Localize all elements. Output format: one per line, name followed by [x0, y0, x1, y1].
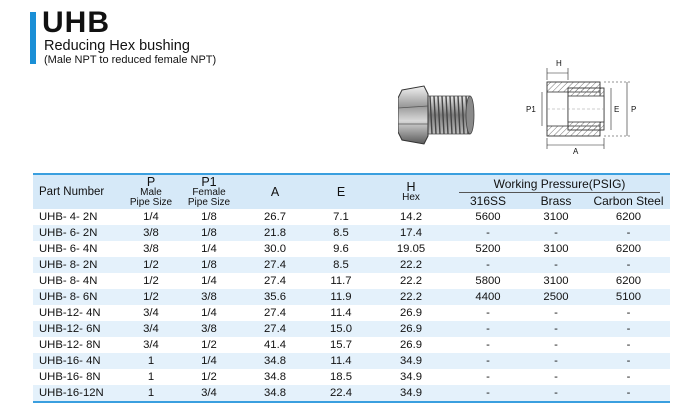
header-p: P Male Pipe Size	[123, 174, 179, 209]
cell-h: 17.4	[371, 225, 451, 241]
table-row	[33, 337, 670, 353]
cell-e: 8.5	[311, 225, 371, 241]
cell-p: 3/8	[123, 225, 179, 241]
cell-316ss: -	[451, 385, 525, 402]
cell-p1: 1/2	[201, 338, 217, 351]
cell-e: 11.4	[311, 353, 371, 369]
cell-p: 3/4	[143, 338, 159, 351]
bushing-photo	[398, 82, 478, 148]
table-row	[33, 305, 670, 321]
cell-carbon-steel: -	[626, 370, 631, 383]
cell-p1: 1/4	[201, 242, 217, 255]
cell-a: 41.4	[264, 338, 286, 351]
table-row	[33, 273, 670, 289]
cell-brass: -	[525, 353, 587, 369]
cell-part-number: UHB- 8- 2N	[33, 257, 123, 273]
cell-a: 21.8	[239, 225, 311, 241]
drawing-body	[547, 82, 604, 136]
cell-a: 27.4	[264, 274, 286, 287]
cell-p1: 1/4	[201, 306, 217, 319]
cell-carbon-steel: 6200	[615, 210, 642, 223]
cell-h: 34.9	[371, 385, 451, 402]
cell-a: 30.0	[264, 242, 286, 255]
table-row	[33, 225, 670, 241]
cell-part-number: UHB-16- 8N	[39, 370, 101, 383]
cell-p: 1	[123, 353, 179, 369]
cell-brass: -	[525, 225, 587, 241]
product-code-title: UHB	[42, 6, 110, 39]
dim-label-p1: P1	[526, 105, 536, 114]
cell-316ss: 5200	[475, 242, 501, 255]
cell-e: 15.0	[311, 321, 371, 337]
cell-p: 3/8	[143, 242, 159, 255]
cell-316ss: -	[451, 353, 525, 369]
table-row	[33, 385, 670, 402]
cell-316ss: 5600	[475, 210, 501, 223]
spec-table	[33, 173, 670, 403]
cell-p1: 1/8	[201, 210, 217, 223]
cell-brass: -	[525, 321, 587, 337]
cell-a: 27.4	[239, 321, 311, 337]
cell-316ss: -	[451, 225, 525, 241]
cell-brass: 2500	[525, 289, 587, 305]
cell-carbon-steel: -	[587, 385, 670, 402]
cell-p1: 3/4	[179, 385, 239, 402]
cell-part-number: UHB-12- 4N	[39, 306, 101, 319]
cell-p1: 1/8	[179, 225, 239, 241]
table-row	[33, 369, 670, 385]
cell-e: 18.5	[330, 370, 352, 383]
cell-p: 3/4	[143, 306, 159, 319]
cell-part-number: UHB- 6- 4N	[39, 242, 98, 255]
photo-hex-head	[398, 86, 428, 144]
header-carbon-steel: Carbon Steel	[587, 193, 670, 209]
cell-part-number: UHB- 8- 4N	[39, 274, 98, 287]
cell-a: 27.4	[239, 257, 311, 273]
cell-h: 19.05	[396, 242, 426, 255]
cell-p1: 1/2	[201, 370, 217, 383]
cell-p: 1/2	[143, 274, 159, 287]
cell-brass: 3100	[543, 274, 569, 287]
cell-a: 34.8	[239, 353, 311, 369]
cell-e: 11.7	[330, 274, 352, 287]
cell-h: 22.2	[400, 274, 422, 287]
cell-brass: -	[525, 257, 587, 273]
header-a: A	[239, 174, 311, 209]
cell-p1: 1/4	[179, 353, 239, 369]
cell-carbon-steel: 6200	[615, 242, 642, 255]
header-brass: Brass	[525, 193, 587, 209]
cell-carbon-steel: -	[587, 353, 670, 369]
cell-p: 1	[123, 385, 179, 402]
cell-brass: -	[554, 338, 558, 351]
cell-brass: 3100	[543, 242, 569, 255]
cell-316ss: 4400	[451, 289, 525, 305]
cell-h: 26.9	[400, 306, 422, 319]
cell-p1: 1/8	[179, 257, 239, 273]
header-working-pressure: Working Pressure(PSIG)	[451, 174, 670, 193]
cell-p: 1/2	[123, 257, 179, 273]
table-row	[33, 257, 670, 273]
cell-carbon-steel: -	[626, 338, 631, 351]
cell-h: 22.2	[371, 257, 451, 273]
cell-carbon-steel: 6200	[615, 274, 642, 287]
cell-316ss: -	[486, 338, 490, 351]
cell-p: 1/4	[143, 210, 159, 223]
title-accent-bar	[30, 12, 36, 64]
product-description: (Male NPT to reduced female NPT)	[44, 54, 217, 66]
cell-p1: 3/8	[179, 289, 239, 305]
cell-carbon-steel: -	[587, 225, 670, 241]
dim-label-p: P	[631, 105, 637, 114]
dimension-drawing	[520, 56, 645, 156]
cell-part-number: UHB-16- 4N	[33, 353, 123, 369]
cell-carbon-steel: 5100	[587, 289, 670, 305]
cell-e: 8.5	[311, 257, 371, 273]
cell-brass: -	[554, 370, 558, 383]
cell-h: 22.2	[371, 289, 451, 305]
cell-a: 34.8	[239, 385, 311, 402]
header-p1: P1 Female Pipe Size	[179, 174, 239, 209]
cell-e: 7.1	[333, 210, 349, 223]
cell-316ss: -	[451, 257, 525, 273]
dim-label-h: H	[556, 59, 562, 68]
cell-a: 27.4	[264, 306, 286, 319]
cell-e: 9.6	[333, 242, 349, 255]
header-316ss: 316SS	[451, 193, 525, 209]
cell-316ss: 5800	[475, 274, 501, 287]
product-name: Reducing Hex bushing	[44, 38, 190, 54]
cell-part-number: UHB- 4- 2N	[39, 210, 98, 223]
cell-a: 35.6	[239, 289, 311, 305]
cell-part-number: UHB- 8- 6N	[33, 289, 123, 305]
cell-e: 11.9	[311, 289, 371, 305]
table-row	[33, 241, 670, 257]
cell-h: 14.2	[400, 210, 422, 223]
cell-p1: 1/4	[201, 274, 217, 287]
cell-carbon-steel: -	[626, 306, 631, 319]
cell-a: 34.8	[264, 370, 286, 383]
cell-part-number: UHB-12- 8N	[39, 338, 101, 351]
dim-label-e: E	[614, 105, 620, 114]
cell-p1: 3/8	[179, 321, 239, 337]
table-row	[33, 353, 670, 369]
cell-h: 26.9	[371, 321, 451, 337]
cell-p: 1/2	[123, 289, 179, 305]
cell-h: 34.9	[371, 353, 451, 369]
cell-316ss: -	[486, 370, 490, 383]
cell-part-number: UHB-16-12N	[33, 385, 123, 402]
cell-316ss: -	[451, 321, 525, 337]
cell-h: 26.9	[400, 338, 422, 351]
header-h: H Hex	[371, 174, 451, 209]
photo-threaded-body	[426, 96, 474, 134]
cell-h: 34.9	[400, 370, 422, 383]
table-row	[33, 209, 670, 225]
dim-label-a: A	[573, 147, 579, 156]
cell-e: 15.7	[330, 338, 352, 351]
cell-brass: 3100	[543, 210, 569, 223]
cell-a: 26.7	[264, 210, 286, 223]
table-row	[33, 289, 670, 305]
table-row	[33, 321, 670, 337]
cell-p: 3/4	[123, 321, 179, 337]
header-part-number: Part Number	[33, 174, 123, 209]
cell-e: 11.4	[330, 306, 352, 319]
cell-e: 22.4	[311, 385, 371, 402]
cell-p: 1	[147, 370, 155, 383]
cell-carbon-steel: -	[587, 321, 670, 337]
cell-part-number: UHB- 6- 2N	[33, 225, 123, 241]
cell-part-number: UHB-12- 6N	[33, 321, 123, 337]
cell-brass: -	[525, 385, 587, 402]
cell-316ss: -	[486, 306, 490, 319]
table-header-row	[33, 174, 670, 193]
header-e: E	[311, 174, 371, 209]
cell-carbon-steel: -	[587, 257, 670, 273]
cell-brass: -	[554, 306, 558, 319]
